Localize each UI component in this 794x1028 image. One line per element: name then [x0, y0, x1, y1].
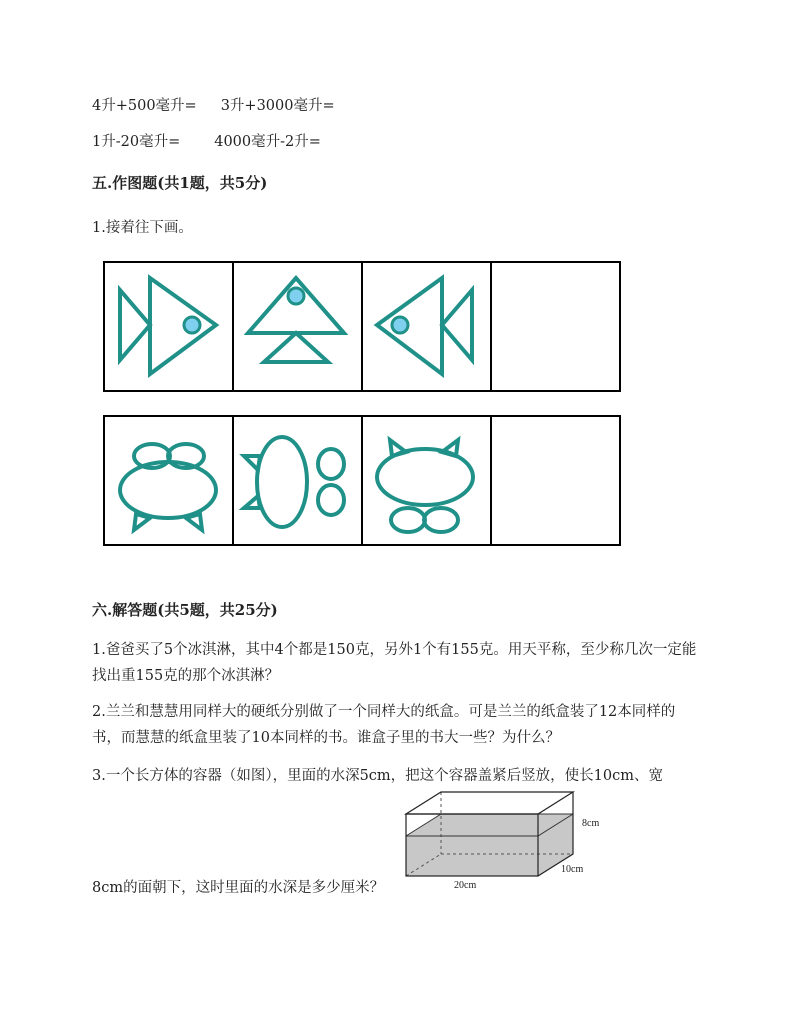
frog-right-icon [244, 437, 344, 527]
depth-label: 10cm [561, 864, 584, 875]
conversion-1: 4升+500毫升= [92, 98, 197, 114]
height-label: 8cm [582, 818, 600, 829]
fish-left-icon [377, 278, 472, 374]
pattern-row-fish [102, 260, 622, 394]
length-label: 20cm [454, 880, 477, 891]
cuboid-container-figure [398, 780, 618, 892]
fish-right-icon [120, 278, 216, 374]
conversion-row-1 [92, 94, 335, 115]
conversion-row-2 [92, 130, 321, 151]
section-5-question-1: 1.接着往下画。 [92, 220, 193, 236]
conversion-4: 4000毫升-2升= [214, 134, 321, 150]
conversion-3: 1升-20毫升= [92, 134, 181, 150]
section-6-question-3-part-1: 3.一个长方体的容器（如图），里面的水深5cm，把这个容器盖紧后竖放，使长10cm、宽 [92, 768, 663, 784]
frog-down-icon [377, 440, 473, 532]
fish-up-icon [248, 278, 344, 362]
section-6-question-3-part-2: 8cm的面朝下，这时里面的水深是多少厘米？ [92, 880, 385, 896]
section-5-heading: 五.作图题(共1题，共5分) [92, 174, 268, 192]
section-6-question-1: 1.爸爸买了5个冰淇淋，其中4个都是150克，另外1个有155克。用天平称，至少称几次一定能找出重155克的那个冰淇淋？ [92, 642, 697, 684]
frog-up-icon [120, 444, 216, 530]
section-6-heading: 六.解答题(共5题，共25分) [92, 601, 278, 619]
pattern-row-animals [102, 414, 622, 548]
conversion-2: 3升+3000毫升= [220, 98, 335, 114]
section-6-question-2: 2.兰兰和慧慧用同样大的硬纸分别做了一个同样大的纸盒。可是兰兰的纸盒装了12本同样的书，而慧慧的纸盒里装了10本同样的书。谁盒子里的书大一些？为什么？ [92, 704, 676, 746]
